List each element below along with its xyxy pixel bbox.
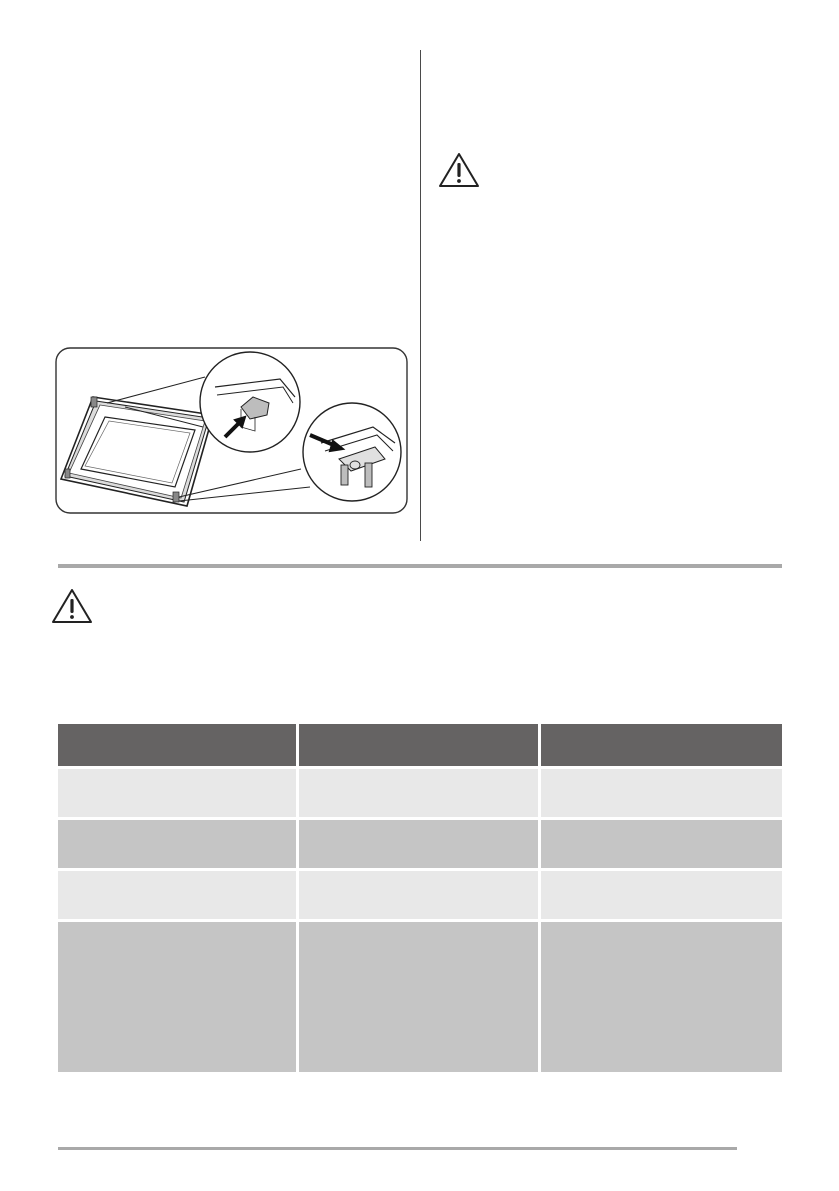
table-cell [58, 769, 299, 817]
table-cell [299, 922, 541, 1072]
table-header-cell [541, 724, 782, 766]
table-cell [58, 922, 299, 1072]
section-divider [58, 564, 782, 568]
footer-divider [58, 1147, 737, 1150]
table-cell [541, 769, 782, 817]
warning-triangle-icon [49, 586, 95, 626]
column-divider [420, 50, 421, 541]
table-row [58, 922, 782, 1072]
table-row [58, 820, 782, 868]
table-cell [541, 820, 782, 868]
table-header-cell [299, 724, 541, 766]
table-cell [299, 871, 541, 919]
table-row [58, 871, 782, 919]
table-header-cell [58, 724, 299, 766]
warning-triangle-icon [436, 150, 482, 190]
troubleshooting-table [58, 724, 782, 1072]
table-cell [299, 769, 541, 817]
table-cell [299, 820, 541, 868]
table-row [58, 769, 782, 817]
table-cell [541, 922, 782, 1072]
table-cell [58, 820, 299, 868]
table-header [58, 724, 782, 766]
table-cell [58, 871, 299, 919]
oven-door-illustration [55, 347, 408, 514]
table-cell [541, 871, 782, 919]
